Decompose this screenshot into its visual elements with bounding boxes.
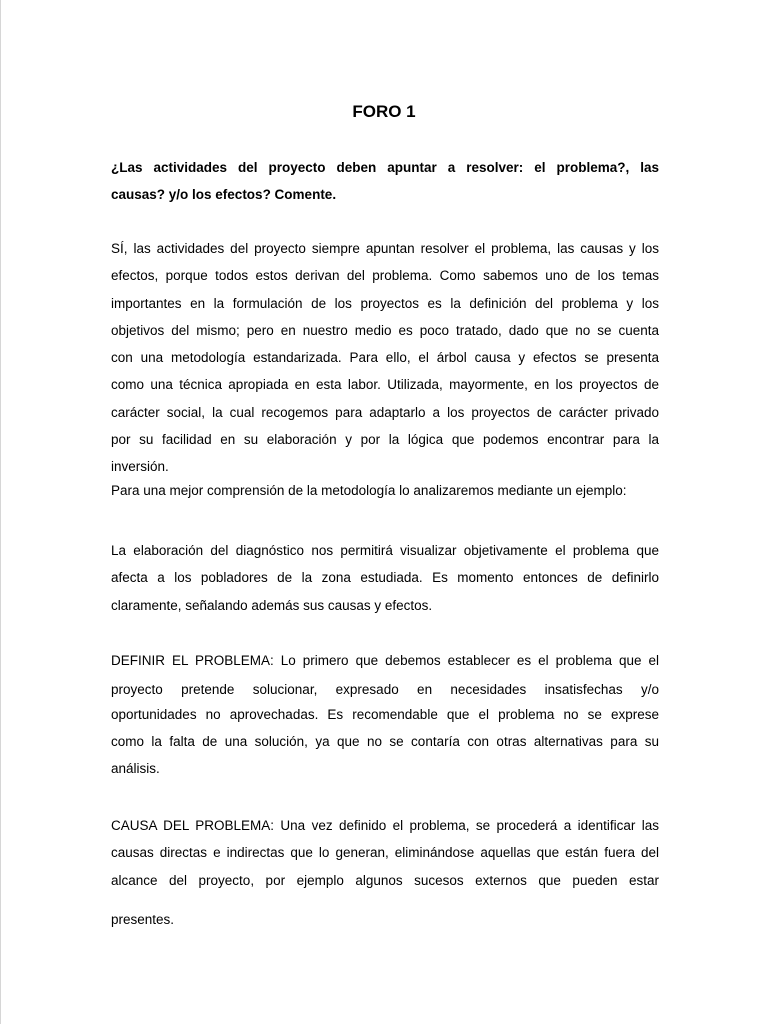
- question-paragraph: [111, 154, 659, 209]
- text-line: por su facilidad en su elaboración y por la lógica que podemos encontrar para la: [111, 432, 659, 448]
- problem-cause-paragraph: [111, 812, 659, 933]
- text-line: claramente, señalando además sus causas y efectos.: [111, 597, 433, 613]
- text-line: alcance del proyecto, por ejemplo algunos sucesos externos que pueden estar: [111, 872, 659, 888]
- text-line: causas? y/o los efectos? Comente.: [111, 187, 337, 203]
- text-line: efectos, porque todos estos derivan del problema. Como sabemos uno de los temas: [111, 268, 659, 284]
- text-line: SÍ, las actividades del proyecto siempre apuntan resolver el problema, las causas y los: [111, 241, 659, 256]
- diagnosis-paragraph: [111, 537, 659, 619]
- page-title: FORO 1: [352, 102, 416, 121]
- text-line: como la falta de una solución, ya que no se contaría con otras alternativas para su: [111, 733, 659, 749]
- text-line: análisis.: [111, 761, 160, 777]
- text-line: afecta a los pobladores de la zona estudiada. Es momento entonces de definirlo: [111, 570, 659, 586]
- text-line: como una técnica apropiada en esta labor. Utilizada, mayormente, en los proyectos de: [111, 377, 659, 393]
- text-line: La elaboración del diagnóstico nos permitirá visualizar objetivamente el problema que: [111, 543, 659, 558]
- text-line: proyecto pretende solucionar, expresado en necesidades insatisfechas y/o: [111, 682, 659, 698]
- answer-paragraph: [111, 235, 659, 504]
- text-line: carácter social, la cual recogemos para adaptarlo a los proyectos de carácter privado: [111, 404, 659, 420]
- define-problem-paragraph: [111, 647, 659, 782]
- text-line: DEFINIR EL PROBLEMA: Lo primero que debemos establecer es el problema que el: [111, 653, 659, 668]
- text-line: ¿Las actividades del proyecto deben apuntar a resolver: el problema?, las: [111, 160, 659, 175]
- text-line: inversión.: [111, 459, 169, 475]
- text-line: CAUSA DEL PROBLEMA: Una vez definido el problema, se procederá a identificar las: [111, 818, 659, 833]
- text-line: presentes.: [111, 911, 175, 927]
- page-edge-divider: [0, 0, 1, 1024]
- text-line: objetivos del mismo; pero en nuestro medio es poco tratado, dado que no se cuenta: [111, 322, 659, 338]
- text-line: causas directas e indirectas que lo generan, eliminándose aquellas que están fuera del: [111, 845, 659, 861]
- text-line: con una metodología estandarizada. Para ello, el árbol causa y efectos se presenta: [111, 350, 659, 366]
- text-line: importantes en la formulación de los proyectos es la definición del problema y los: [111, 295, 659, 311]
- text-line: oportunidades no aprovechadas. Es recomendable que el problema no se exprese: [111, 706, 659, 722]
- text-line: Para una mejor comprensión de la metodología lo analizaremos mediante un ejemplo:: [111, 482, 627, 498]
